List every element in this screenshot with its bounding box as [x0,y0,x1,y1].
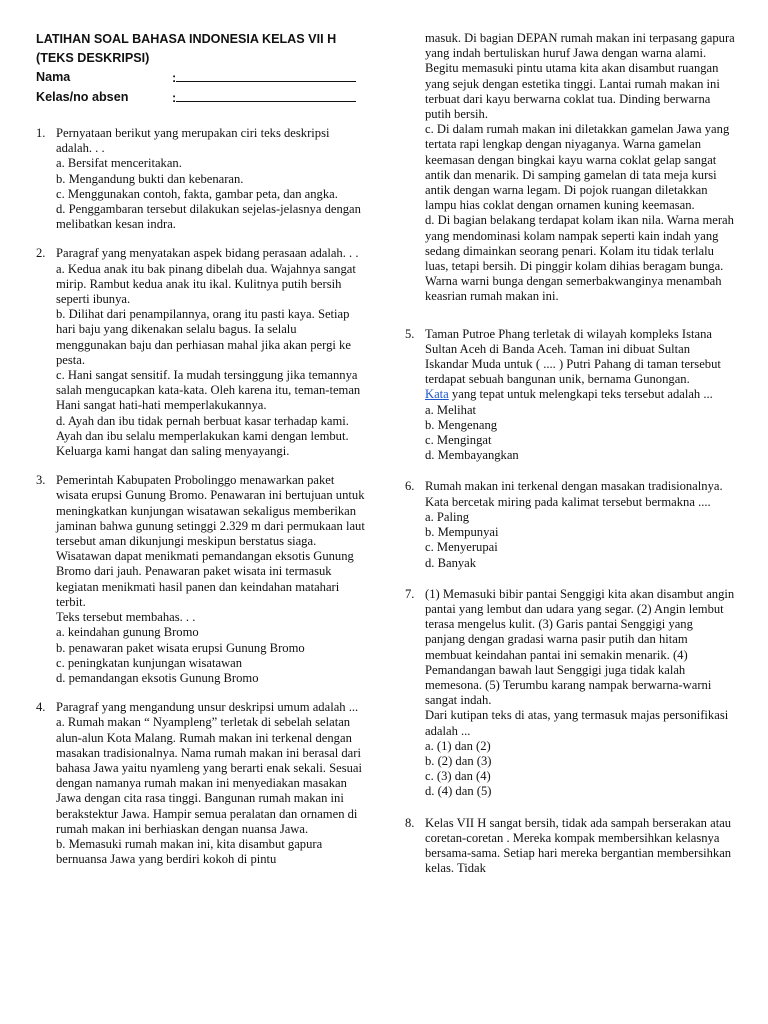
answer-option: b. Mengenang [425,417,498,432]
question-6 [405,479,735,570]
question-8 [405,816,735,877]
answer-option: a. Kedua anak itu bak pinang dibelah dua. Wajahnya sangat mirip. Rambut kedua anak itu ikal. Kulitnya putih bersih seperti ibunya. [56,261,356,307]
answer-option: d. Banyak [425,555,477,570]
answer-option: b. Memasuki rumah makan ini, kita disambut gapura bernuansa Jawa yang berdiri kokoh di pintu [56,836,323,867]
answer-option: d. Ayah dan ibu tidak pernah berbuat kasar terhadap kami. Ayah dan ibu selalu memperlakukan kami dengan lembut. Keluarga kami hangat dan saling menyayangi. [56,413,349,459]
question-1 [36,126,368,232]
question-stem: Rumah makan ini terkenal dengan masakan tradisionalnya. [425,479,723,494]
question-7 [405,587,735,800]
question-prompt [425,387,735,402]
answer-option: c. Menggunakan contoh, fakta, gambar peta, dan angka. [56,186,338,201]
answer-option: d. (4) dan (5) [425,784,492,799]
question-3 [36,473,368,686]
class-number-colon: : [172,91,177,105]
question-4-continued [405,31,735,305]
kata-link[interactable]: Kata [425,387,449,402]
answer-option-continued: masuk. Di bagian DEPAN rumah makan ini terpasang gapura yang indah bertuliskan huruf Jawa dengan warna alami. Begitu memasuki pintu utama kita akan disambut ruangan yang sejuk dengan estetika tinggi. Lantai rumah makan ini terbuat dari kayu berwarna coklat tua. Dinding berwarna putih bersih. [425,31,735,122]
question-prompt: Teks tersebut membahas. . . [56,610,196,625]
class-number-blank-line[interactable] [176,88,356,102]
left-column [36,30,368,867]
worksheet-subtitle: (TEKS DESKRIPSI) [36,51,150,65]
class-number-field [36,88,368,108]
answer-option: b. penawaran paket wisata erupsi Gunung Bromo [56,640,305,655]
class-number-label: Kelas/no absen [36,90,129,104]
question-passage: Taman Putroe Phang terletak di wilayah kompleks Istana Sultan Aceh di Banda Aceh. Taman ini dibuat Sultan Iskandar Muda untuk ( .... ) Putri Pahang di taman tersebut terdapat sebuah bangunan unik, bernama Gunongan. [425,326,721,387]
answer-option: b. Mempunyai [425,525,499,540]
answer-option: c. (3) dan (4) [425,769,491,784]
question-passage: Kelas VII H sangat bersih, tidak ada sampah berserakan atau coretan-coretan . Mereka kompak membersihkan kelasnya bersama-sama. Setiap hari mereka bergantian membersihkan kelas. Tidak [425,815,732,876]
answer-option: b. Dilihat dari penampilannya, orang itu pasti kaya. Setiap hari baju yang dikenakan selalu bagus. Ia selalu menggunakan baju dan perhiasan mahal jika akan pergi ke pesta. [56,307,351,367]
answer-option: d. Membayangkan [425,448,519,463]
answer-option: d. pemandangan eksotis Gunung Bromo [56,670,259,685]
name-blank-line[interactable] [176,68,356,82]
question-number: 6. [405,479,415,494]
answer-option: a. Melihat [425,402,477,417]
question-stem: Pernyataan berikut yang merupakan ciri teks deskripsi adalah. . . [56,126,330,156]
question-prompt: Dari kutipan teks di atas, yang termasuk majas personifikasi adalah ... [425,708,729,738]
answer-option: d. Di bagian belakang terdapat kolam ikan nila. Warna merah yang mendominasi kolam nampak seperti kain indah yang sedang dimainkan seorang penari. Kolam itu tidak terlalu luas, tetapi bersih. Di pinggir kolam dihias beragam bunga. Warna warni bunga dengan semerbakwanginya menambah keasrian rumah makan ini. [425,213,734,304]
question-2 [36,246,368,459]
question-prompt-text: yang tepat untuk melengkapi teks tersebut adalah ... [448,387,713,402]
worksheet-title: LATIHAN SOAL BAHASA INDONESIA KELAS VII H [36,32,337,46]
question-passage: (1) Memasuki bibir pantai Senggigi kita akan disambut angin pantai yang lembut dan udara yang segar. (2) Angin lembut terasa mengelus kulit. (3) Garis pantai Senggigi yang panjang dengan gradasi warna pasir putih dan hitam membuat keindahan pantai ini semakin menarik. (4) Pemandangan bawah laut Senggigi juga tidak kalah memesona. (5) Terumbu karang nampak berwarna-warni sangat indah. [425,586,735,708]
question-number: 5. [405,326,415,341]
question-prompt: Kata bercetak miring pada kalimat tersebut bermakna .... [425,494,711,509]
answer-option: b. Mengandung bukti dan kebenaran. [56,171,244,186]
question-5 [405,327,735,464]
question-stem: Paragraf yang mengandung unsur deskripsi umum adalah ... [56,700,359,715]
answer-option: c. Menyerupai [425,540,498,555]
answer-option: c. Di dalam rumah makan ini diletakkan gamelan Jawa yang tertata rapi lengkap dengan niyaganya. Warna gamelan keemasan dengan bingkai kayu warna coklat gelap sangat antik dan menarik. Di samping gamelan di tata meja kursi antik dengan warna legam. Di pojok ruangan diletakkan lampu hias coklat dengan ornamen kuning keemasan. [425,122,730,213]
answer-option: a. Paling [425,509,470,524]
question-passage: Pemerintah Kabupaten Probolinggo menawarkan paket wisata erupsi Gunung Bromo. Penawaran ini bertujuan untuk meningkatkan kunjungan wisatawan sekaligus memberikan jaminan bahwa gunung setinggi 2.329 m dari permukaan laut tersebut aman dikunjungi meskipun berstatus siaga. Wisatawan dapat menikmati pemandangan eksotis Gunung Bromo dari jauh. Penawaran paket wisata ini termasuk kegiatan menikmati hasil panen dan keindahan matahari terbit. [56,473,365,609]
answer-option: c. Hani sangat sensitif. Ia mudah tersinggung jika temannya salah mengucapkan kata-kata. Oleh karena itu, teman-teman Hani sangat hati-hati memperlakukannya. [56,368,361,413]
question-stem: Paragraf yang menyatakan aspek bidang perasaan adalah. . . [56,246,359,261]
answer-option: c. Mengingat [425,433,492,448]
answer-option: d. Penggambaran tersebut dilakukan sejelas-jelasnya dengan melibatkan kesan indra. [56,202,361,232]
question-number: 1. [36,126,46,140]
question-number: 4. [36,700,46,715]
answer-option: a. Rumah makan “ Nyampleng” terletak di sebelah selatan alun-alun Kota Malang. Rumah makan ini terkenal dengan masakan tradisionalnya. Nama rumah makan ini berasal dari bahasa Jawa yaitu nyamleng yang berarti enak sekali. Sesuai dengan namanya rumah makan ini menyediakan masakan Jawa dengan cita rasa tinggi. Bangunan rumah makan ini berakstektur Jawa. Hampir semua peralatan dan ornamen di rumah makan ini berhiaskan dengan nuansa Jawa. [56,715,362,836]
name-colon: : [172,71,177,85]
name-field [36,68,368,88]
answer-option: a. keindahan gunung Bromo [56,625,199,640]
right-column [405,31,735,876]
question-4 [36,700,368,867]
answer-option: a. (1) dan (2) [425,738,491,753]
question-number: 8. [405,815,415,830]
name-label: Nama [36,70,71,84]
answer-option: b. (2) dan (3) [425,753,492,768]
question-number: 3. [36,473,46,488]
answer-option: a. Bersifat menceritakan. [56,156,182,171]
question-number: 2. [36,246,46,261]
answer-option: c. peningkatan kunjungan wisatawan [56,655,243,670]
question-number: 7. [405,586,415,601]
